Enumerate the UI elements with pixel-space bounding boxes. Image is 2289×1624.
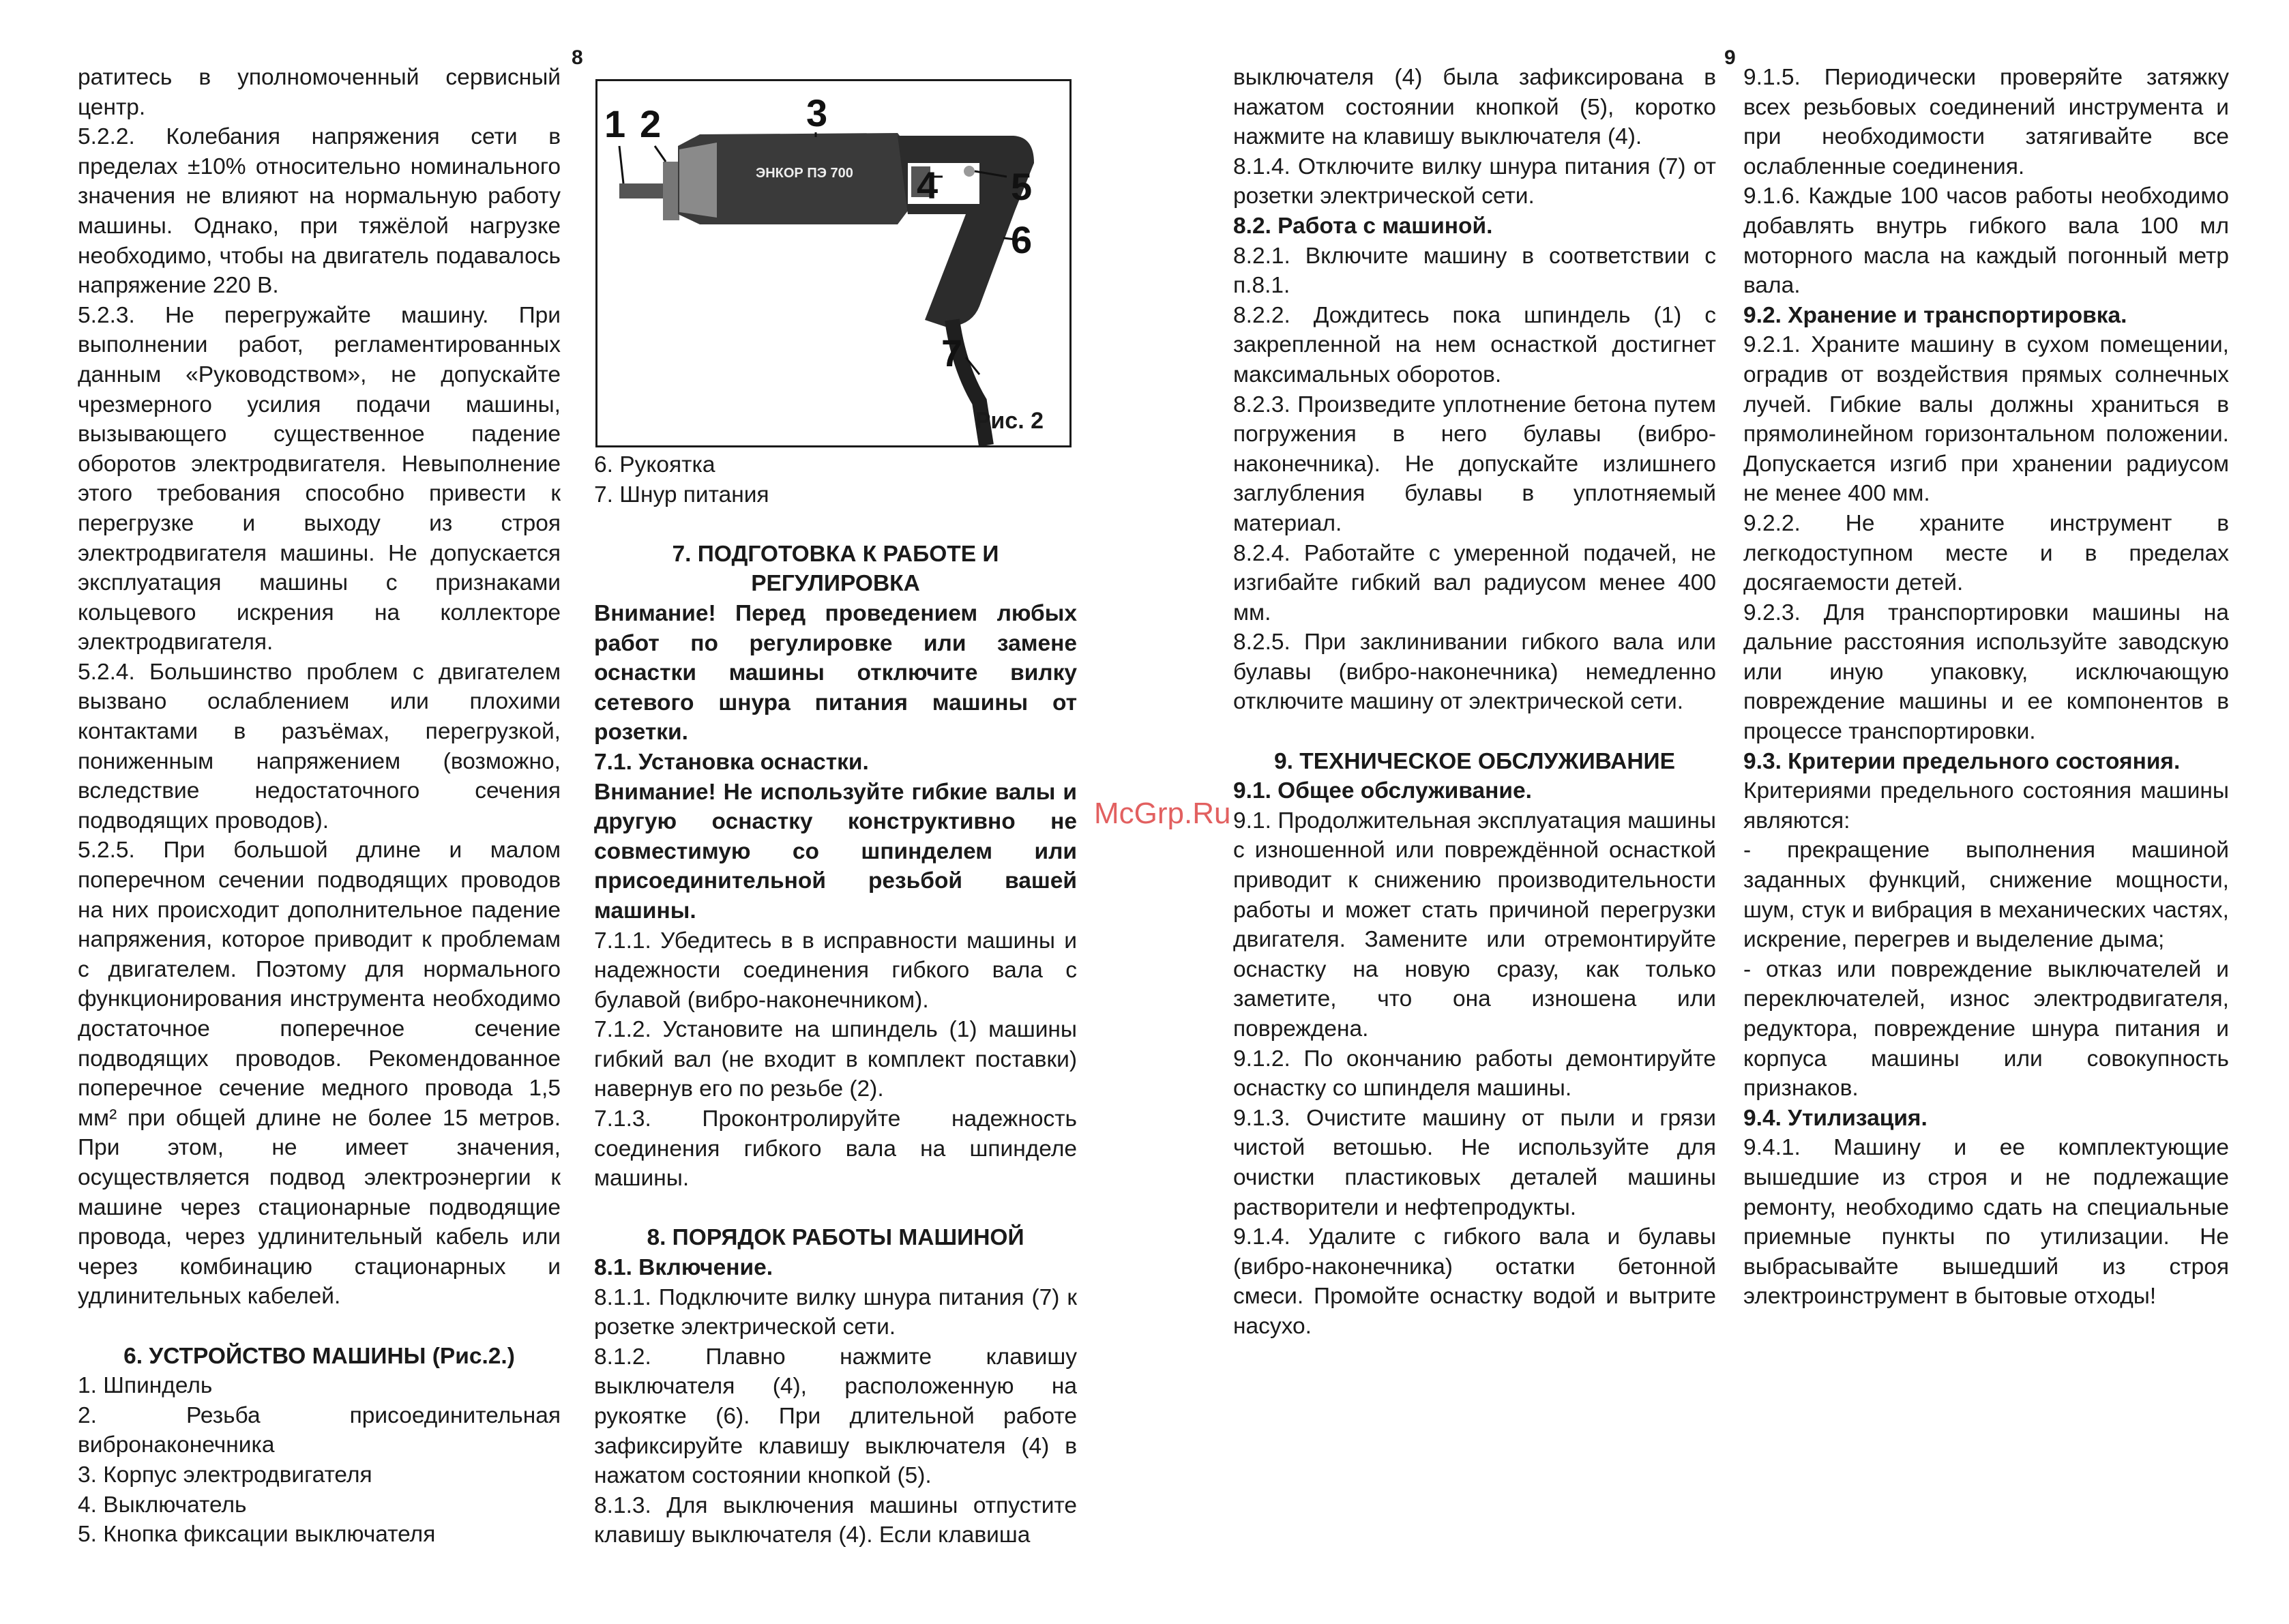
paragraph: 8.2.1. Включите машину в соответствии с п.8.1. (1233, 243, 1716, 299)
figure-label-2: 2 (640, 102, 662, 145)
paragraph: 8.1.2. Плавно нажмите клавишу выключателя (4), расположенную на рукоятке (6). При длительной работе зафиксируйте клавишу выключателя (4) в нажатом состоянии кнопкой (5). (594, 1344, 1077, 1489)
subsection-heading: 9.4. Утилизация. (1743, 1105, 1928, 1131)
column-3 (1233, 63, 1716, 1342)
subsection-heading: 7.1. Установка оснастки. (594, 749, 869, 775)
figure-tool-diagram (595, 79, 1072, 447)
paragraph: выключателя (4) была зафиксирована в нажатом состоянии кнопкой (5), коротко нажмите на клавишу выключателя (4). (1233, 65, 1716, 150)
section-heading: 6. УСТРОЙСТВО МАШИНЫ (Рис.2.) (123, 1343, 515, 1369)
subsection-heading: 8.1. Включение. (594, 1255, 773, 1281)
page-number-right: 9 (1724, 46, 1736, 69)
spacer (78, 1312, 561, 1342)
paragraph: 9.2.3. Для транспортировки машины на дальние расстояния используйте заводскую или иную упаковку, исключающую повреждение машины и ее компонентов в процессе транспортировки. (1743, 600, 2229, 745)
figure-label-1: 1 (604, 102, 626, 145)
list-item: 5. Кнопка фиксации выключателя (78, 1522, 436, 1548)
paragraph: 5.2.5. При большой длине и малом поперечном сечении подводящих проводов на них происходит дополнительное падение напряжения, которое приводит к проблемам с двигателем. Поэтому для нормального функционирования инструмента необходимо достаточное поперечное сечение подводящих проводов. Рекомендованное поперечное сечение медного провода 1,5 мм² при общей длине не более 15 метров. При этом, не имеет значения, осуществляется подвод электроэнергии к машине через стационарные подводящие провода, через удлинительный кабель или через комбинацию стационарных и удлинительных кабелей. (78, 838, 561, 1310)
paragraph: 9.1. Продолжительная эксплуатация машины с изношенной или повреждённой оснасткой приводит к снижению производительности работы и может стать причиной перегрузки двигателя. Замените или отремонтируйте оснастку на новую сразу, как только заметите, что она изношена или повреждена. (1233, 808, 1716, 1042)
list-item: 1. Шпиндель (78, 1373, 213, 1399)
paragraph: 9.2.2. Не храните инструмент в легкодоступном месте и в пределах досягаемости детей. (1743, 510, 2229, 596)
warning-paragraph: Внимание! Не используйте гибкие валы и другую оснастку конструктивно не совместимую со шпинделем или присоединительной резьбой вашей машины. (594, 779, 1077, 924)
column-1 (78, 63, 561, 1550)
paragraph: 9.1.2. По окончанию работы демонтируйте оснастку со шпинделя машины. (1233, 1046, 1716, 1102)
list-item: 7. Шнур питания (594, 482, 769, 507)
column-2 (594, 450, 1077, 1550)
paragraph: - отказ или повреждение выключателей и переключателей, износ электродвигателя, редуктора, повреждение шнура питания и корпуса машины или совокупность признаков. (1743, 956, 2229, 1102)
paragraph: - прекращение выполнения машиной заданных функций, снижение мощности, шум, стук и вибрация в механических частях, искрение, перегрев и выделение дыма; (1743, 838, 2229, 953)
column-4 (1743, 63, 2229, 1312)
paragraph: 8.2.5. При заклинивании гибкого вала или булавы (вибро-наконечника) немедленно отключите машину от электрической сети. (1233, 630, 1716, 715)
figure-caption: Рис. 2 (975, 408, 1044, 434)
leader-line (655, 146, 666, 162)
paragraph: 9.2.1. Храните машину в сухом помещении, оградив от воздействия прямых солнечных лучей. Гибкие валы должны храниться в прямолинейном горизонтальном положении. Допускается изгиб при хранении радиусом не менее 400 мм. (1743, 332, 2229, 507)
leader-line (619, 146, 623, 183)
lock-button-shape (964, 166, 975, 177)
spacer (594, 510, 1077, 540)
paragraph: 5.2.3. Не перегружайте машину. При выполнении работ, регламентированных данным «Руководством», не допускайте чрезмерного усилия подачи машины, вызывающего существенное падение оборотов электродвигателя. Невыполнение этого требования способно привести к перегрузке и выходу из строя электродвигателя машины. Не допускается эксплуатация машины с признаками кольцевого искрения на коллекторе электродвигателя. (78, 302, 561, 655)
paragraph: 5.2.2. Колебания напряжения сети в пределах ±10% относительно номинального значения не влияют на нормальную работу машины. Однако, при тяжёлой нагрузке необходимо, чтобы на двигатель подавалось напряжение 220 В. (78, 124, 561, 299)
paragraph: 9.1.5. Периодически проверяйте затяжку всех резьбовых соединений инструмента и при необходимости затягивайте все ослабленные соединения. (1743, 65, 2229, 179)
paragraph: 8.2.2. Дождитесь пока шпиндель (1) с закрепленной на нем оснасткой достигнет максимальных оборотов. (1233, 302, 1716, 387)
paragraph: 7.1.2. Установите на шпиндель (1) машины гибкий вал (не входит в комплект поставки) навернув его по резьбе (2). (594, 1017, 1077, 1102)
warning-paragraph: Внимание! Перед проведением любых работ по регулировке или замене оснастки машины отключите вилку сетевого шнура питания машины от розетки. (594, 600, 1077, 745)
spindle-shape (619, 183, 667, 198)
housing-vent-shape (679, 143, 717, 218)
paragraph: 8.1.4. Отключите вилку шнура питания (7) от розетки электрической сети. (1233, 153, 1716, 209)
page-number-left: 8 (572, 46, 583, 69)
paragraph: 8.2.3. Произведите уплотнение бетона путем погружения в него булавы (вибро-наконечника). Не допускайте излишнего заглубления булавы в уплотняемый материал. (1233, 392, 1716, 536)
paragraph: Критериями предельного состояния машины являются: (1743, 778, 2229, 833)
paragraph: 7.1.3. Проконтролируйте надежность соединения гибкого вала на шпинделе машины. (594, 1106, 1077, 1192)
paragraph: 9.1.4. Удалите с гибкого вала и булавы (вибро-наконечника) остатки бетонной смеси. Промойте оснастку водой и вытрите насухо. (1233, 1224, 1716, 1339)
list-item: 3. Корпус электродвигателя (78, 1462, 372, 1488)
section-heading: 7. ПОДГОТОВКА К РАБОТЕ И РЕГУЛИРОВКА (672, 541, 999, 597)
paragraph: 9.4.1. Машину и ее комплектующие вышедшие из строя и не подлежащие ремонту, необходимо сдать на специальные приемные пункты по утилизации. Не выбрасывайте вышедший из строя электроинструмент в бытовые отходы! (1743, 1135, 2229, 1310)
paragraph: 8.2.4. Работайте с умеренной подачей, не изгибайте гибкий вал радиусом менее 400 мм. (1233, 540, 1716, 625)
subsection-heading: 9.3. Критерии предельного состояния. (1743, 748, 2181, 774)
figure-label-6: 6 (1011, 218, 1033, 261)
paragraph: 8.1.1. Подключите вилку шнура питания (7) к розетке электрической сети. (594, 1284, 1077, 1340)
list-item: 4. Выключатель (78, 1492, 247, 1518)
figure-label-5: 5 (1011, 165, 1033, 208)
subsection-heading: 9.1. Общее обслуживание. (1233, 778, 1532, 804)
subsection-heading: 8.2. Работа с машиной. (1233, 213, 1493, 239)
paragraph: 9.1.6. Каждые 100 часов работы необходимо добавлять внутрь гибкого вала 100 мл моторного масла на каждый погонный метр вала. (1743, 183, 2229, 299)
figure-label-4: 4 (917, 164, 939, 207)
paragraph: 7.1.1. Убедитесь в в исправности машины и надежности соединения гибкого вала с булавой (вибро-наконечником). (594, 928, 1077, 1013)
paragraph: 8.1.3. Для выключения машины отпустите клавишу выключателя (4). Если клавиша (594, 1492, 1077, 1548)
figure-label-7: 7 (941, 331, 963, 374)
spacer (1233, 717, 1716, 747)
paragraph: 5.2.4. Большинство проблем с двигателем вызвано ослаблением или плохими контактами в разъёмах, перегрузкой, пониженным напряжением (возможно, вследствие недостаточного сечения подводящих проводов). (78, 659, 561, 833)
tool-illustration (597, 81, 1069, 445)
watermark-text: McGrp.Ru (1094, 797, 1231, 830)
figure-label-3: 3 (806, 91, 828, 134)
section-heading: 8. ПОРЯДОК РАБОТЫ МАШИНОЙ (647, 1225, 1024, 1251)
list-item: 6. Рукоятка (594, 452, 715, 477)
subsection-heading: 9.2. Хранение и транспортировка. (1743, 302, 2127, 328)
paragraph: ратитесь в уполномоченный сервисный центр. (78, 65, 561, 120)
thread-shape (663, 162, 679, 220)
paragraph: 9.1.3. Очистите машину от пыли и грязи чистой ветошью. Не используйте для очистки пластиковых деталей машины растворители и нефтепродукты. (1233, 1105, 1716, 1220)
spacer (594, 1194, 1077, 1224)
list-item: 2. Резьба присоединительная вибронаконечника (78, 1402, 561, 1458)
section-heading: 9. ТЕХНИЧЕСКОЕ ОБСЛУЖИВАНИЕ (1274, 748, 1675, 774)
tool-brand-text: ЭНКОР ПЭ 700 (756, 166, 853, 181)
